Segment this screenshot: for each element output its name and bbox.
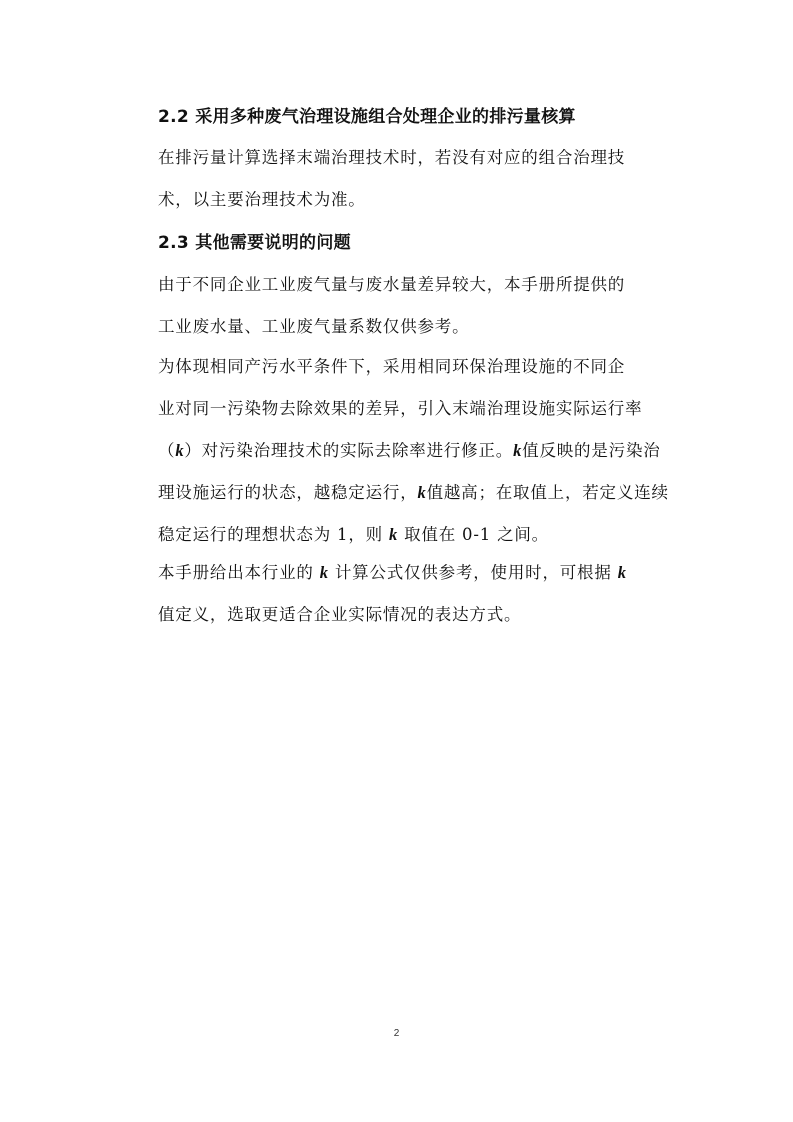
variable-k: k <box>319 563 329 582</box>
paragraph-line: 工业废水量、工业废气量系数仅供参考。 <box>158 317 470 336</box>
section-heading-2-2: 2.2 采用多种废气治理设施组合处理企业的排污量核算 <box>158 107 576 127</box>
text-run: （ <box>158 441 176 460</box>
text-run: ）对污染治理技术的实际去除率进行修正。 <box>184 441 514 460</box>
paragraph-line <box>119 514 679 556</box>
text-run: 稳定运行的理想状态为 1，则 <box>158 525 389 544</box>
text-run: 本手册给出本行业的 <box>158 563 320 582</box>
paragraph-line: 为体现相同产污水平条件下，采用相同环保治理设施的不同企 <box>158 357 626 376</box>
paragraph <box>119 264 679 348</box>
variable-k: k <box>417 483 427 502</box>
variable-k: k <box>617 563 627 582</box>
text-run: 计算公式仅供参考，使用时，可根据 <box>328 563 618 582</box>
variable-k: k <box>175 441 185 460</box>
paragraph <box>119 346 679 556</box>
text-run: 取值在 0-1 之间。 <box>398 525 549 544</box>
variable-k: k <box>389 525 399 544</box>
paragraph-line <box>119 472 679 514</box>
paragraph-line: 在排污量计算选择末端治理技术时，若没有对应的组合治理技 <box>158 148 626 167</box>
section-heading-2-3: 2.3 其他需要说明的问题 <box>158 233 351 253</box>
paragraph-line <box>119 430 679 472</box>
variable-k: k <box>513 441 523 460</box>
page-number: 2 <box>393 1028 400 1039</box>
paragraph-line: 由于不同企业工业废气量与废水量差异较大，本手册所提供的 <box>158 275 626 294</box>
paragraph <box>119 552 679 636</box>
paragraph-line: 业对同一污染物去除效果的差异，引入末端治理设施实际运行率 <box>158 399 643 418</box>
paragraph <box>119 137 679 221</box>
paragraph-line: 值定义，选取更适合企业实际情况的表达方式。 <box>158 605 522 624</box>
text-run: 值越高；在取值上，若定义连续 <box>426 483 669 502</box>
paragraph-line <box>119 552 679 594</box>
text-run: 值反映的是污染治 <box>522 441 661 460</box>
text-run: 理设施运行的状态，越稳定运行， <box>158 483 418 502</box>
paragraph-line: 术，以主要治理技术为准。 <box>158 190 366 209</box>
